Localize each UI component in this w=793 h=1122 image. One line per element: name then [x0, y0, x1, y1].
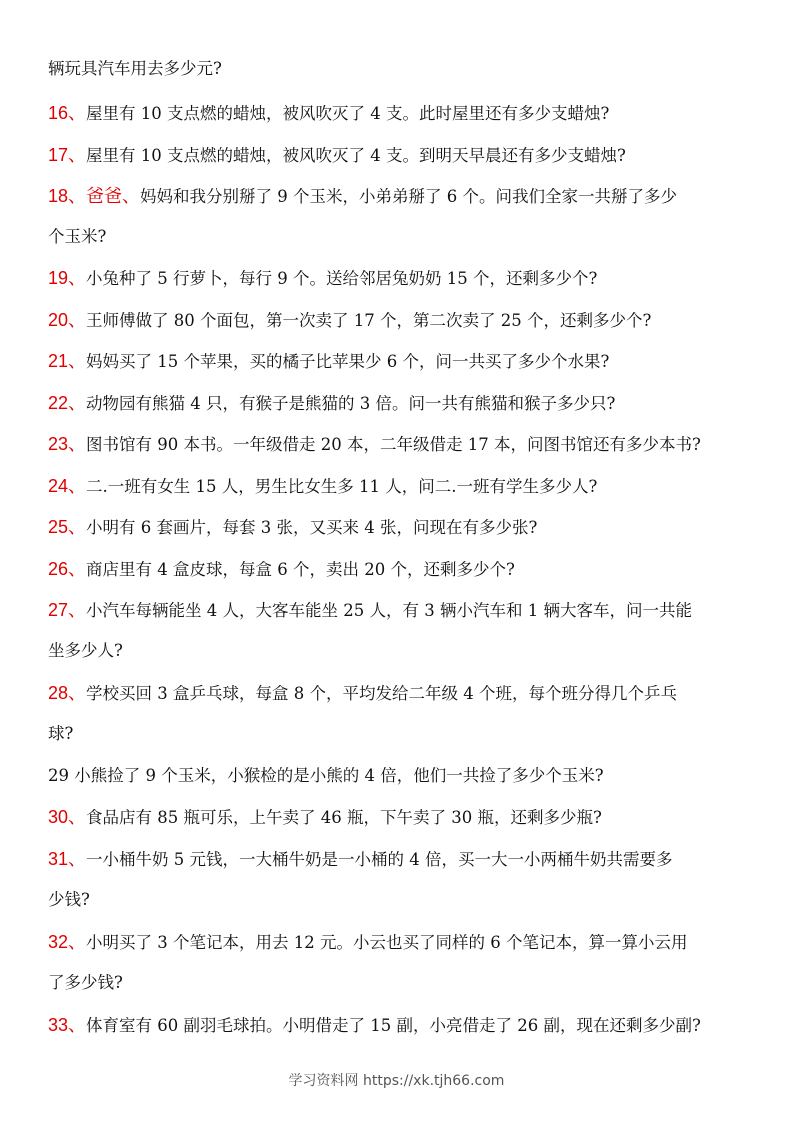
question-27 [48, 600, 753, 621]
footer-watermark: 学习资料网 https://xk.tjh66.com [288, 1073, 505, 1089]
question-31 [48, 849, 753, 870]
question-number: 31、 [48, 849, 87, 869]
question-29 [48, 766, 753, 786]
question-28 [48, 683, 753, 704]
question-32 [48, 932, 753, 953]
question-text: 王师傅做了 80 个面包，第一次卖了 17 个，第二次卖了 25 个，还剩多少个? [86, 311, 652, 330]
question-number: 25、 [48, 517, 87, 537]
question-20 [48, 310, 753, 331]
question-24 [48, 476, 753, 497]
question-18 [48, 186, 753, 207]
question-text: 小明买了 3 个笔记本，用去 12 元。小云也买了同样的 6 个笔记本，算一算小云用 [86, 933, 688, 952]
question-number: 21、 [48, 351, 87, 371]
question-text: 妈妈和我分别掰了 9 个玉米，小弟弟掰了 6 个。问我们全家一共掰了多少 [140, 187, 678, 206]
question-text: 学校买回 3 盒乒乓球，每盒 8 个，平均发给二年级 4 个班，每个班分得几个乒乓 [86, 684, 677, 703]
question-21 [48, 351, 753, 372]
question-number: 33、 [48, 1015, 87, 1035]
question-16 [48, 103, 753, 124]
question-number: 27、 [48, 600, 87, 620]
question-number: 32、 [48, 932, 87, 952]
question-22 [48, 393, 753, 414]
question-number: 23、 [48, 434, 87, 454]
question-18-line-2: 个玉米? [48, 227, 107, 246]
question-text: 动物园有熊猫 4 只，有猴子是熊猫的 3 倍。问一共有熊猫和猴子多少只? [86, 394, 616, 413]
question-28-line-2: 球? [48, 724, 74, 743]
question-33 [48, 1015, 753, 1036]
question-text: 妈妈买了 15 个苹果，买的橘子比苹果少 6 个，问一共买了多少个水果? [86, 352, 610, 371]
question-red-prefix: 爸爸、 [86, 186, 141, 206]
question-number: 17、 [48, 145, 87, 165]
question-text: 二.一班有女生 15 人，男生比女生多 11 人，问二.一班有学生多少人? [86, 477, 598, 496]
question-30 [48, 807, 753, 828]
question-15-continuation: 辆玩具汽车用去多少元? [48, 59, 222, 78]
question-text: 图书馆有 90 本书。一年级借走 20 本，二年级借走 17 本，问图书馆还有多少本书? [86, 435, 701, 454]
question-number: 22、 [48, 393, 87, 413]
question-text: 小兔种了 5 行萝卜，每行 9 个。送给邻居兔奶奶 15 个，还剩多少个? [86, 269, 598, 288]
question-number: 28、 [48, 683, 87, 703]
question-text: 29 小熊捡了 9 个玉米，小猴检的是小熊的 4 倍，他们一共捡了多少个玉米? [48, 766, 604, 785]
question-31-line-2: 少钱? [48, 890, 90, 909]
question-text: 小汽车每辆能坐 4 人，大客车能坐 25 人，有 3 辆小汽车和 1 辆大客车，问一共能 [86, 601, 692, 620]
question-25 [48, 517, 753, 538]
question-26 [48, 559, 753, 580]
question-text: 商店里有 4 盒皮球，每盒 6 个，卖出 20 个，还剩多少个? [86, 560, 515, 579]
question-number: 16、 [48, 103, 87, 123]
question-text: 屋里有 10 支点燃的蜡烛，被风吹灭了 4 支。到明天早晨还有多少支蜡烛? [86, 146, 626, 165]
question-text: 一小桶牛奶 5 元钱，一大桶牛奶是一小桶的 4 倍，买一大一小两桶牛奶共需要多 [86, 850, 673, 869]
question-27-line-2: 坐多少人? [48, 641, 123, 660]
question-23 [48, 434, 753, 455]
question-17 [48, 145, 753, 166]
question-number: 20、 [48, 310, 87, 330]
question-text: 屋里有 10 支点燃的蜡烛，被风吹灭了 4 支。此时屋里还有多少支蜡烛? [86, 104, 610, 123]
question-text: 体育室有 60 副羽毛球拍。小明借走了 15 副，小亮借走了 26 副，现在还剩多少副? [86, 1016, 701, 1035]
question-19 [48, 268, 753, 289]
question-number: 19、 [48, 268, 87, 288]
question-number: 30、 [48, 807, 87, 827]
question-number: 24、 [48, 476, 87, 496]
question-text: 小明有 6 套画片，每套 3 张，又买来 4 张，问现在有多少张? [86, 518, 538, 537]
question-32-line-2: 了多少钱? [48, 973, 123, 992]
question-text: 食品店有 85 瓶可乐，上午卖了 46 瓶，下午卖了 30 瓶，还剩多少瓶? [86, 808, 602, 827]
question-number: 26、 [48, 559, 87, 579]
question-number: 18、 [48, 186, 87, 206]
